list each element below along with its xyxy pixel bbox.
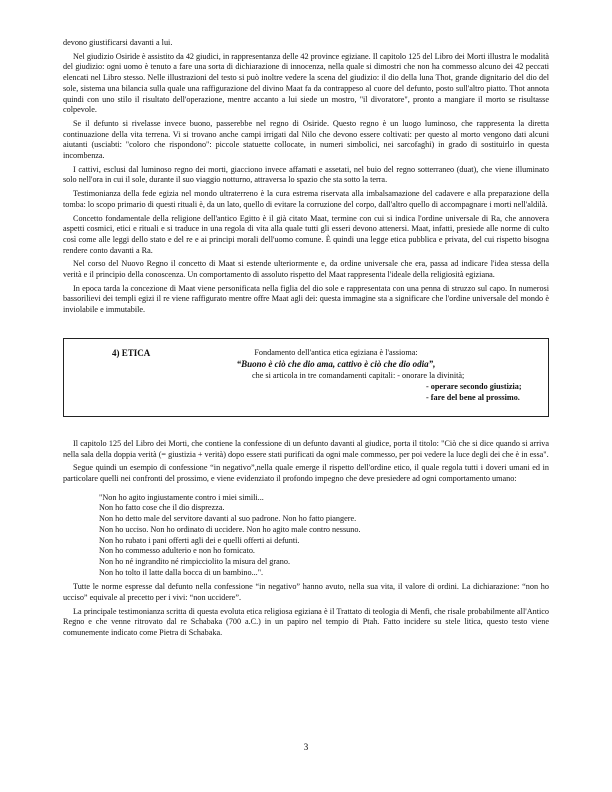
confession-line: Non ho né ingrandito né rimpicciolito la misura del grano.	[99, 556, 290, 566]
paragraph-0: devono giustificarsi davanti a lui.	[63, 38, 173, 47]
confession-line: Non ho ucciso. Non ho ordinato di uccidere. Non ho agito male contro nessuno.	[99, 524, 361, 534]
confession-line: Non ho tolto il latte dalla bocca di un bambino...".	[99, 567, 264, 577]
ethics-intro: Fondamento dell'antica etica egiziana è l'assioma:	[254, 347, 418, 357]
ethics-heading: 4) ETICA	[112, 347, 151, 358]
paragraph-norms: Tutte le norme espresse dal defunto nella confessione “in negativo” hanno avuto, nella sua vita, il valore di ordini. La dichiarazione: “non ho ucciso” equivale al precetto per i vivi: “non uccidere”.	[63, 582, 549, 603]
confession-line: Non ho rubato i pani offerti agli dei e quelli offerti ai defunti.	[99, 535, 300, 545]
paragraph-negative-confession: Segue quindi un esempio di confessione “in negativo”,nella quale emerge il rispetto dell'ordine etico, il quale regola tutti i doveri umani ed in particolare quelli nei confronti del prossimo, e viene evidenziato il profondo impegno che deve presiedere ad ogni comportamento umano:	[63, 463, 549, 483]
page-number: 3	[303, 742, 309, 752]
confession-quote	[99, 493, 549, 579]
paragraph-new-kingdom: Nel corso del Nuovo Regno il concetto di Maat si estende ulteriormente e, da ordine universale che era, passa ad indicare l'idea stessa della verità e il principio della conoscenza. Un comportamento di assoluto rispetto del Maat rappresenta l'ideale della religiosità egiziana.	[63, 259, 549, 280]
paragraph-maat-concept: Concetto fondamentale della religione dell'antico Egitto è il già citato Maat, termine con cui si indica l'ordine universale di Ra, che annovera aspetti cosmici, etici e rituali e si traduce in una regola di vita alla quale tutti gli esseri devono attenersi. Maat, infatti, presiede alle norme di culto così come alle leggi dello stato e del re e ai principi morali dell'uomo comune. È quindi una legge etica pubblica e privata, del cui rispetto bisogna rendere conto davanti a Ra.	[63, 213, 549, 255]
confession-line: "Non ho agito ingiustamente contro i miei simili...	[99, 492, 264, 502]
paragraph-embalming: Testimonianza della fede egizia nel mondo ultraterreno è la cura estrema riservata alla imbalsamazione del cadavere e alla preparazione della tomba: lo scopo primario di questi rituali è, da un lato, quello di evitare la corruzione del corpo, dall'altro quello di accompagnare i morti nell'aldilà.	[63, 189, 549, 209]
paragraph-memphis-theology: La principale testimonianza scritta di questa evoluta etica religiosa egiziana è il Trattato di teologia di Menfi, che risale probabilmente all'Antico Regno e che venne ritrovato dal re Schabaka (700 a.C.) in un papiro nel tempio di Ptah. Fatto incidere su stele litica, questo testo viene comunemente indicato come Pietra di Schabaka.	[63, 606, 549, 638]
ethics-commandment-3: - fare del bene al prossimo.	[426, 392, 520, 402]
confession-line: Non ho detto male del servitore davanti al suo padrone. Non ho fatto piangere.	[99, 514, 357, 524]
paragraph-late-period: In epoca tarda la concezione di Maat viene personificata nella figlia del dio sole e rappresentata con una penna di struzzo sul capo. In numerosi bassorilievi dei templi egizi il re viene raffigurato mentre offre Maat agli dei: questa immagine sta a significare che l'ordine universale del mondo è inviolabile e immutabile.	[63, 283, 549, 315]
confession-line: Non ho fatto cose che il dio disprezza.	[99, 503, 225, 513]
paragraph-judgement: Nel giudizio Osiride è assistito da 42 giudici, in rappresentanza delle 42 province egiziane. Il capitolo 125 del Libro dei Morti illustra le modalità del giudizio: ogni uomo è tenuto a fare una sorta di dichiarazione di innocenza, nella quale si dimostri che non ha commesso alcuno dei 42 peccati elencati nel Libro stesso. Nelle illustrazioni del testo si può inoltre vedere la scena del giudizio: il dio della luna Thot, grande dignitario del dio del sole, sistema una bilancia sulla quale una raffigurazione del divino Maat fa da contrappeso al cuore del defunto, posto sull'altro piatto. Thot annota quindi con uno stilo il risultato dell'operazione, mentre accanto a lui siede un mostro, "il divoratore", pronto a mangiare il morto se risultasse colpevole.	[63, 51, 549, 115]
ethics-commandment-2: - operare secondo giustizia;	[426, 381, 522, 391]
paragraph-chapter-125: Il capitolo 125 del Libro dei Morti, che contiene la confessione di un defunto davanti al giudice, porta il titolo: "Ciò che si dice quando si arriva nella sala della doppia verità (= giustizia + verità) dopo essere stati purificati da ogni male commesso, per poi vedere la luce degli dei che è in essa".	[63, 438, 549, 459]
confession-line: Non ho commesso adulterio e non ho fornicato.	[99, 546, 255, 556]
ethics-commandment-1: che si articola in tre comandamenti capitali: - onorare la divinità;	[252, 370, 465, 380]
paragraph-the-wicked: I cattivi, esclusi dal luminoso regno dei morti, giacciono invece affamati e assetati, nel buio del regno sotterraneo (duat), che viene illuminato solo nell'ora in cui il sole, durante il suo viaggio notturno, attraversa lo spazio che sta sotto la terra.	[63, 164, 549, 185]
ethics-axiom: “Buono è ciò che dio ama, cattivo è ciò che dio odia”,	[236, 358, 436, 369]
ethics-box	[63, 338, 549, 417]
document-page	[63, 38, 549, 642]
paragraph-osiris-kingdom: Se il defunto si rivelasse invece buono, passerebbe nel regno di Osiride. Questo regno è un luogo luminoso, che rappresenta la diretta continuazione della vita terrena. Vi si trovano anche campi irrigati dal Nilo che devono essere coltivati: per questo al morto vengono dati alcuni aiutanti (usciabti: "coloro che rispondono": piccole statuette collocate, in numeri simbolici, nei sarcofaghi) in grado di sostituirlo in questa incombenza.	[63, 118, 549, 161]
